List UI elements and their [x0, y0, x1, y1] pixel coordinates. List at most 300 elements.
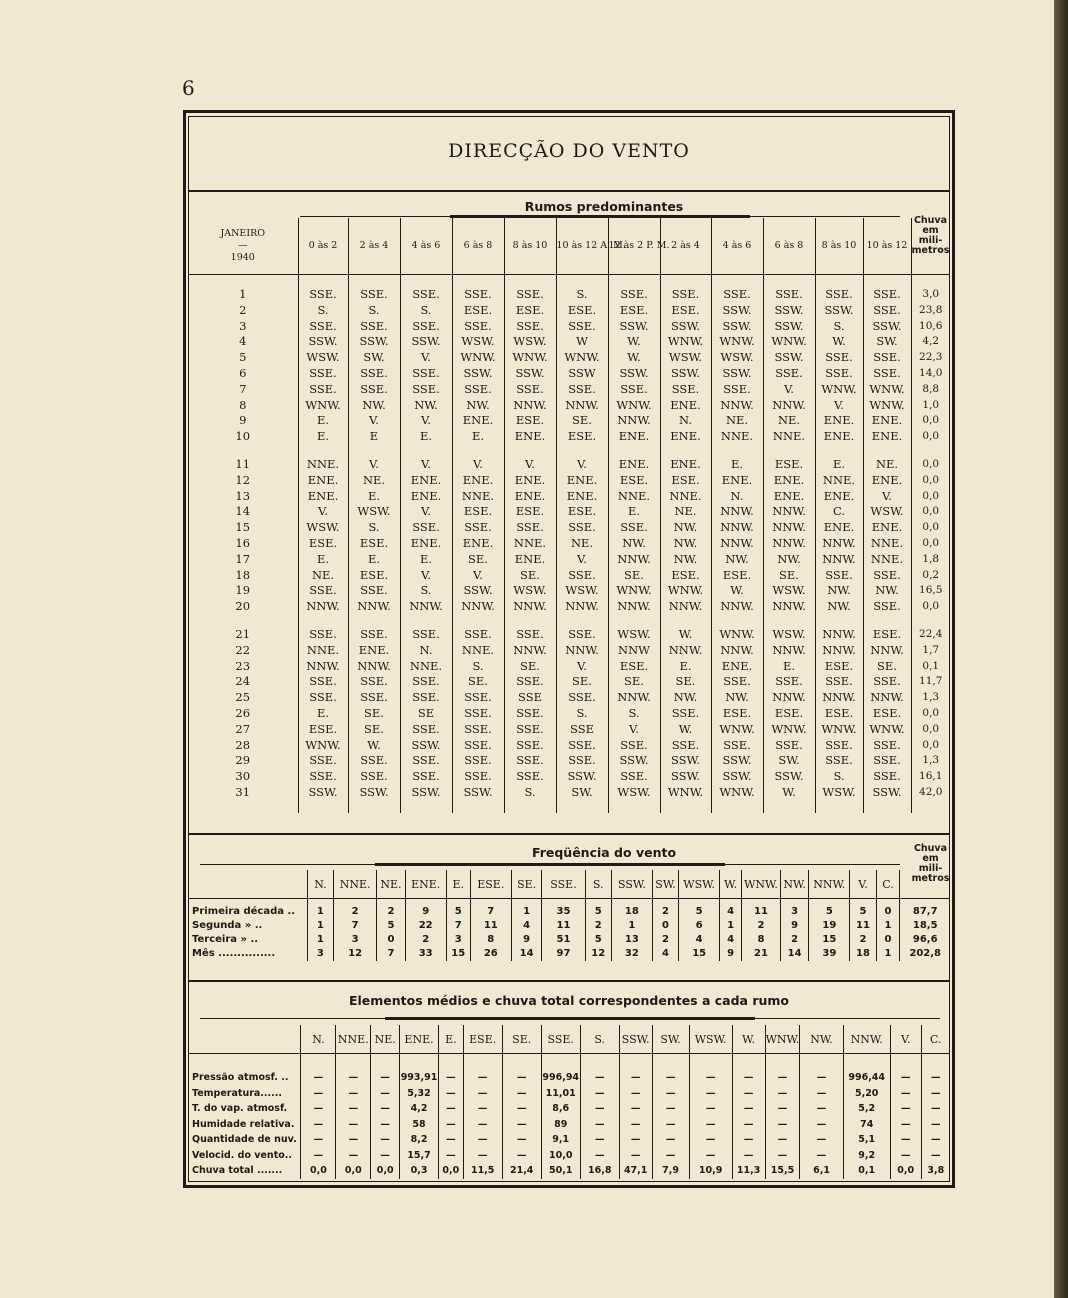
- direction-cell: NNW.: [608, 690, 660, 706]
- element-cell: —: [765, 1070, 800, 1086]
- direction-cell: SSE.: [504, 706, 556, 722]
- time-column-header: 0 às 2: [298, 218, 348, 275]
- rain-cell: 87,7: [900, 905, 950, 919]
- frequency-cell: 35: [542, 905, 585, 919]
- direction-cell: SSE.: [298, 753, 348, 769]
- direction-cell: SSW.: [400, 738, 452, 754]
- direction-cell: S.: [452, 659, 504, 675]
- direction-cell: SSW.: [711, 769, 763, 785]
- direction-cell: SSE.: [815, 350, 863, 366]
- direction-cell: SSE.: [348, 627, 400, 643]
- element-cell: —: [502, 1132, 541, 1148]
- element-cell: 10,0: [541, 1148, 580, 1164]
- direction-cell: E.: [660, 659, 711, 675]
- element-cell: —: [301, 1086, 336, 1102]
- frequency-cell: 1: [611, 919, 652, 933]
- element-cell: —: [732, 1070, 765, 1086]
- direction-cell: ESE.: [298, 536, 348, 552]
- direction-cell: SSE.: [298, 319, 348, 335]
- direction-cell: W.: [608, 350, 660, 366]
- element-cell: —: [502, 1101, 541, 1117]
- table-row: [188, 599, 950, 615]
- spacer-cell: [348, 445, 400, 457]
- frequency-cell: 11: [470, 919, 511, 933]
- direction-cell: SSE.: [863, 674, 911, 690]
- direction-cell: ENE.: [400, 473, 452, 489]
- day-number: 31: [235, 784, 251, 799]
- direction-cell: E.: [298, 552, 348, 568]
- element-cell: —: [439, 1101, 464, 1117]
- direction-cell: S.: [815, 769, 863, 785]
- direction-column-header: SE.: [502, 1025, 541, 1054]
- direction-cell: SSE.: [608, 738, 660, 754]
- table-row: [188, 627, 950, 643]
- frequency-cell: 4: [720, 905, 742, 919]
- direction-cell: ENE.: [400, 536, 452, 552]
- direction-column-header: SSW.: [611, 870, 652, 899]
- direction-column-header: NNE.: [333, 870, 376, 899]
- direction-cell: ESE.: [504, 504, 556, 520]
- element-cell: —: [463, 1086, 502, 1102]
- frequency-cell: 3: [781, 905, 809, 919]
- day-number: 2: [239, 302, 247, 317]
- table-row: [188, 738, 950, 754]
- rain-cell: 0,2: [911, 568, 950, 584]
- direction-cell: ESE.: [452, 303, 504, 319]
- direction-column-header: C.: [876, 870, 900, 899]
- day-number: 13: [235, 488, 251, 503]
- table-row: [188, 382, 950, 398]
- rain-cell: 1,7: [911, 643, 950, 659]
- element-cell: —: [336, 1070, 371, 1086]
- period-label: Primeira década ..: [192, 906, 296, 917]
- direction-cell: SSE.: [452, 627, 504, 643]
- direction-cell: NNW.: [660, 643, 711, 659]
- direction-cell: ENE.: [504, 552, 556, 568]
- spacer-cell: [815, 275, 863, 288]
- element-cell: —: [689, 1086, 732, 1102]
- direction-cell: SSE.: [348, 753, 400, 769]
- direction-cell: NNW.: [711, 520, 763, 536]
- direction-cell: W.: [711, 583, 763, 599]
- rain-cell: 0,0: [911, 520, 950, 536]
- direction-cell: S.: [348, 520, 400, 536]
- direction-column-header: W.: [732, 1025, 765, 1054]
- direction-cell: SSE.: [863, 769, 911, 785]
- direction-cell: SSE.: [863, 568, 911, 584]
- element-cell: —: [921, 1148, 950, 1164]
- column-header-row: [188, 218, 950, 275]
- frequency-cell: 51: [542, 933, 585, 947]
- element-cell: 8,6: [541, 1101, 580, 1117]
- day-number: 11: [235, 456, 251, 471]
- direction-cell: SSE.: [452, 319, 504, 335]
- element-cell: —: [336, 1101, 371, 1117]
- page-title: DIRECÇÃO DO VENTO: [448, 140, 690, 162]
- element-cell: —: [890, 1148, 921, 1164]
- direction-cell: NNW.: [711, 599, 763, 615]
- direction-cell: ENE.: [504, 489, 556, 505]
- frequency-cell: 5: [585, 933, 611, 947]
- spacer-cell: [711, 445, 763, 457]
- row-spacer: [188, 615, 950, 627]
- spacer-cell: [452, 445, 504, 457]
- table-row: [188, 568, 950, 584]
- direction-cell: NNE.: [863, 552, 911, 568]
- element-cell: 9,2: [843, 1148, 890, 1164]
- direction-cell: SE.: [348, 722, 400, 738]
- direction-cell: SSE.: [711, 287, 763, 303]
- direction-cell: SSW.: [452, 583, 504, 599]
- direction-cell: ENE.: [348, 643, 400, 659]
- direction-cell: NW.: [348, 398, 400, 414]
- direction-cell: SSE.: [400, 287, 452, 303]
- direction-cell: NNW.: [298, 599, 348, 615]
- direction-cell: SSE.: [504, 769, 556, 785]
- row-spacer: [188, 275, 950, 288]
- direction-cell: SSE.: [763, 287, 815, 303]
- element-cell: —: [689, 1132, 732, 1148]
- frequency-cell: 5: [850, 905, 876, 919]
- direction-cell: SSE.: [763, 674, 815, 690]
- direction-cell: NE.: [298, 568, 348, 584]
- table-row: [188, 722, 950, 738]
- direction-column-header: ENE.: [400, 1025, 439, 1054]
- frequency-cell: 8: [470, 933, 511, 947]
- rain-cell: 96,6: [900, 933, 950, 947]
- direction-cell: SSE.: [452, 287, 504, 303]
- rain-cell: 8,8: [911, 382, 950, 398]
- direction-cell: SSW.: [400, 785, 452, 801]
- day-number: 25: [235, 690, 251, 705]
- direction-cell: WNW.: [556, 350, 608, 366]
- direction-cell: SSW.: [556, 769, 608, 785]
- direction-cell: SE: [400, 706, 452, 722]
- spacer-cell: [763, 801, 815, 813]
- direction-cell: SSE.: [863, 366, 911, 382]
- frequency-cell: 5: [679, 905, 720, 919]
- frequency-header-row: [188, 870, 950, 899]
- spacer-cell: [298, 445, 348, 457]
- direction-cell: N.: [660, 413, 711, 429]
- frequency-cell: 7: [446, 919, 470, 933]
- table-row: [188, 303, 950, 319]
- table-row: [188, 706, 950, 722]
- direction-column-header: N.: [301, 1025, 336, 1054]
- direction-cell: SSW.: [400, 334, 452, 350]
- direction-cell: ENE.: [452, 473, 504, 489]
- frequency-cell: 2: [781, 933, 809, 947]
- frequency-cell: 1: [307, 933, 333, 947]
- spacer-cell: [843, 1054, 890, 1071]
- direction-cell: WSW.: [711, 350, 763, 366]
- element-cell: —: [765, 1101, 800, 1117]
- time-column-header: 4 às 6: [400, 218, 452, 275]
- direction-cell: SE.: [556, 674, 608, 690]
- direction-cell: SSE.: [400, 690, 452, 706]
- element-cell: —: [439, 1148, 464, 1164]
- element-cell: —: [921, 1086, 950, 1102]
- rain-cell: 0,0: [911, 504, 950, 520]
- direction-cell: ENE.: [863, 473, 911, 489]
- direction-cell: WSW.: [298, 520, 348, 536]
- day-number: 15: [235, 520, 251, 535]
- month-year-header: [188, 218, 298, 275]
- rain-cell: 1,8: [911, 552, 950, 568]
- direction-cell: N.: [400, 643, 452, 659]
- time-column-header: 12 às 2 P. M.: [608, 218, 660, 275]
- direction-cell: ENE.: [556, 489, 608, 505]
- day-number: 12: [235, 472, 251, 487]
- direction-cell: WNW.: [863, 398, 911, 414]
- direction-cell: ENE.: [763, 473, 815, 489]
- direction-cell: NNW.: [763, 520, 815, 536]
- direction-cell: ENE.: [711, 659, 763, 675]
- time-column-header: 2 às 4: [660, 218, 711, 275]
- element-cell: 7,9: [652, 1163, 689, 1179]
- frequency-cell: 4: [720, 933, 742, 947]
- spacer-cell: [298, 275, 348, 288]
- rain-cell: 0,0: [911, 457, 950, 473]
- direction-cell: WSW.: [660, 350, 711, 366]
- element-cell: —: [439, 1132, 464, 1148]
- direction-cell: E.: [348, 489, 400, 505]
- rain-cell: 1,3: [911, 690, 950, 706]
- element-cell: —: [439, 1117, 464, 1133]
- spacer-cell: [619, 1054, 652, 1071]
- direction-cell: W.: [660, 722, 711, 738]
- rain-cell: 0,0: [911, 738, 950, 754]
- frequency-cell: 5: [809, 905, 850, 919]
- direction-cell: SSE.: [400, 769, 452, 785]
- direction-cell: SSE.: [504, 319, 556, 335]
- spacer-cell: [400, 445, 452, 457]
- direction-cell: NNW.: [400, 599, 452, 615]
- direction-cell: NNW: [608, 643, 660, 659]
- direction-cell: SSE.: [504, 520, 556, 536]
- direction-cell: W: [556, 334, 608, 350]
- direction-cell: SSW.: [608, 366, 660, 382]
- table-row: [188, 643, 950, 659]
- period-label: Terceira » ..: [192, 934, 259, 945]
- spacer-cell: [400, 801, 452, 813]
- direction-cell: ESE.: [608, 659, 660, 675]
- element-cell: —: [301, 1132, 336, 1148]
- frequency-cell: 13: [611, 933, 652, 947]
- element-label: T. do vap. atmosf.: [192, 1103, 288, 1114]
- direction-cell: SSW.: [504, 366, 556, 382]
- direction-cell: NW.: [815, 599, 863, 615]
- frequency-cell: 8: [741, 933, 780, 947]
- elements-divider: [188, 980, 950, 982]
- day-number: 20: [235, 599, 251, 614]
- spacer-cell: [763, 445, 815, 457]
- direction-cell: ENE.: [608, 457, 660, 473]
- label-header-blank: [188, 870, 307, 899]
- direction-cell: ESE.: [452, 504, 504, 520]
- spacer-cell: [452, 275, 504, 288]
- direction-cell: SSE.: [763, 366, 815, 382]
- direction-cell: ESE.: [608, 303, 660, 319]
- element-cell: 74: [843, 1117, 890, 1133]
- time-column-header: 4 às 6: [711, 218, 763, 275]
- main-section-heading: Rumos predominantes: [524, 199, 684, 214]
- element-cell: —: [765, 1148, 800, 1164]
- element-cell: 993,91: [400, 1070, 439, 1086]
- element-cell: —: [652, 1101, 689, 1117]
- day-number: 22: [235, 642, 251, 657]
- direction-cell: W.: [815, 334, 863, 350]
- direction-cell: ESE.: [348, 568, 400, 584]
- direction-cell: SSE.: [298, 690, 348, 706]
- direction-cell: NW.: [815, 583, 863, 599]
- element-cell: 21,4: [502, 1163, 541, 1179]
- direction-cell: SSW.: [608, 753, 660, 769]
- direction-cell: NNW.: [815, 552, 863, 568]
- direction-cell: SSW.: [452, 366, 504, 382]
- direction-cell: SSE.: [504, 738, 556, 754]
- spacer-cell: [541, 1054, 580, 1071]
- rain-cell: 0,1: [911, 659, 950, 675]
- frequency-cell: 1: [307, 919, 333, 933]
- day-number: 1: [239, 287, 247, 301]
- direction-cell: NNW.: [348, 599, 400, 615]
- element-cell: 0,3: [400, 1163, 439, 1179]
- frequency-cell: 2: [741, 919, 780, 933]
- elements-row: [188, 1163, 950, 1179]
- element-cell: —: [652, 1070, 689, 1086]
- element-cell: 16,8: [580, 1163, 619, 1179]
- direction-cell: WSW.: [763, 583, 815, 599]
- spacer-cell: [911, 801, 950, 813]
- direction-cell: ENE.: [863, 413, 911, 429]
- element-cell: 15,5: [765, 1163, 800, 1179]
- element-cell: —: [580, 1132, 619, 1148]
- direction-cell: NE.: [556, 536, 608, 552]
- element-cell: —: [619, 1117, 652, 1133]
- direction-cell: SSE.: [298, 627, 348, 643]
- direction-cell: ENE.: [763, 489, 815, 505]
- direction-cell: SSW.: [711, 366, 763, 382]
- day-number: 27: [235, 721, 251, 736]
- direction-cell: ESE.: [763, 706, 815, 722]
- day-number: 19: [235, 583, 251, 598]
- frequency-cell: 11: [850, 919, 876, 933]
- direction-cell: NNW.: [763, 504, 815, 520]
- element-cell: —: [765, 1086, 800, 1102]
- direction-cell: ESE.: [556, 504, 608, 520]
- spacer-cell: [863, 801, 911, 813]
- direction-cell: NW.: [660, 552, 711, 568]
- element-cell: —: [619, 1086, 652, 1102]
- day-number: 21: [235, 626, 251, 641]
- direction-cell: ESE.: [711, 706, 763, 722]
- frequency-cell: 9: [405, 905, 446, 919]
- table-row: [188, 769, 950, 785]
- element-cell: —: [689, 1148, 732, 1164]
- direction-cell: E.: [711, 457, 763, 473]
- direction-cell: WNW.: [298, 738, 348, 754]
- direction-cell: S.: [400, 303, 452, 319]
- direction-column-header: SSE.: [541, 1025, 580, 1054]
- table-row: [188, 552, 950, 568]
- direction-cell: SSE.: [504, 627, 556, 643]
- direction-cell: NNW.: [863, 690, 911, 706]
- element-label: Humidade relativa.: [192, 1118, 295, 1130]
- direction-column-header: S.: [580, 1025, 619, 1054]
- element-cell: —: [439, 1070, 464, 1086]
- element-cell: —: [890, 1070, 921, 1086]
- direction-cell: NW.: [711, 690, 763, 706]
- spacer-cell: [863, 445, 911, 457]
- direction-cell: W.: [763, 785, 815, 801]
- direction-cell: NNW.: [763, 398, 815, 414]
- direction-cell: NNE.: [504, 536, 556, 552]
- direction-cell: ENE.: [400, 489, 452, 505]
- direction-column-header: WSW.: [689, 1025, 732, 1054]
- direction-cell: ENE.: [298, 473, 348, 489]
- direction-cell: NNW.: [863, 643, 911, 659]
- direction-cell: NNE.: [452, 489, 504, 505]
- direction-cell: NNW.: [711, 643, 763, 659]
- direction-cell: WSW.: [608, 627, 660, 643]
- direction-cell: SSE.: [400, 520, 452, 536]
- element-cell: 0,0: [301, 1163, 336, 1179]
- direction-cell: SSE: [556, 722, 608, 738]
- time-column-header: 8 às 10: [815, 218, 863, 275]
- direction-cell: NW.: [608, 536, 660, 552]
- direction-cell: SSE.: [863, 350, 911, 366]
- element-cell: —: [800, 1132, 843, 1148]
- direction-column-header: WNW.: [765, 1025, 800, 1054]
- direction-cell: SSW: [556, 366, 608, 382]
- direction-cell: NE.: [660, 504, 711, 520]
- direction-cell: SSE.: [556, 738, 608, 754]
- spacer-cell: [608, 615, 660, 627]
- direction-cell: WSW.: [815, 785, 863, 801]
- rain-cell: 1,3: [911, 753, 950, 769]
- spacer-cell: [463, 1054, 502, 1071]
- period-label: Segunda » ..: [192, 920, 263, 931]
- direction-cell: SE.: [763, 568, 815, 584]
- direction-cell: NNE.: [298, 457, 348, 473]
- element-cell: —: [463, 1117, 502, 1133]
- frequency-cell: 0: [652, 919, 678, 933]
- element-cell: —: [371, 1132, 400, 1148]
- element-cell: —: [301, 1101, 336, 1117]
- direction-cell: SE.: [504, 568, 556, 584]
- rain-cell: 22,4: [911, 627, 950, 643]
- spacer-cell: [348, 801, 400, 813]
- direction-cell: E.: [298, 413, 348, 429]
- direction-cell: WNW.: [763, 722, 815, 738]
- direction-column-header: SW.: [652, 870, 678, 899]
- direction-column-header: SSE.: [542, 870, 585, 899]
- element-cell: 4,2: [400, 1101, 439, 1117]
- direction-cell: SSE.: [298, 366, 348, 382]
- direction-cell: ENE.: [815, 429, 863, 445]
- rain-cell: 42,0: [911, 785, 950, 801]
- frequency-cell: 5: [585, 905, 611, 919]
- rain-cell: 0,0: [911, 473, 950, 489]
- direction-cell: SSE.: [348, 382, 400, 398]
- frequency-cell: 5: [377, 919, 405, 933]
- direction-cell: SSE.: [298, 769, 348, 785]
- direction-cell: S.: [298, 303, 348, 319]
- element-cell: 0,0: [371, 1163, 400, 1179]
- spacer-cell: [439, 1054, 464, 1071]
- rain-cell: 0,0: [911, 489, 950, 505]
